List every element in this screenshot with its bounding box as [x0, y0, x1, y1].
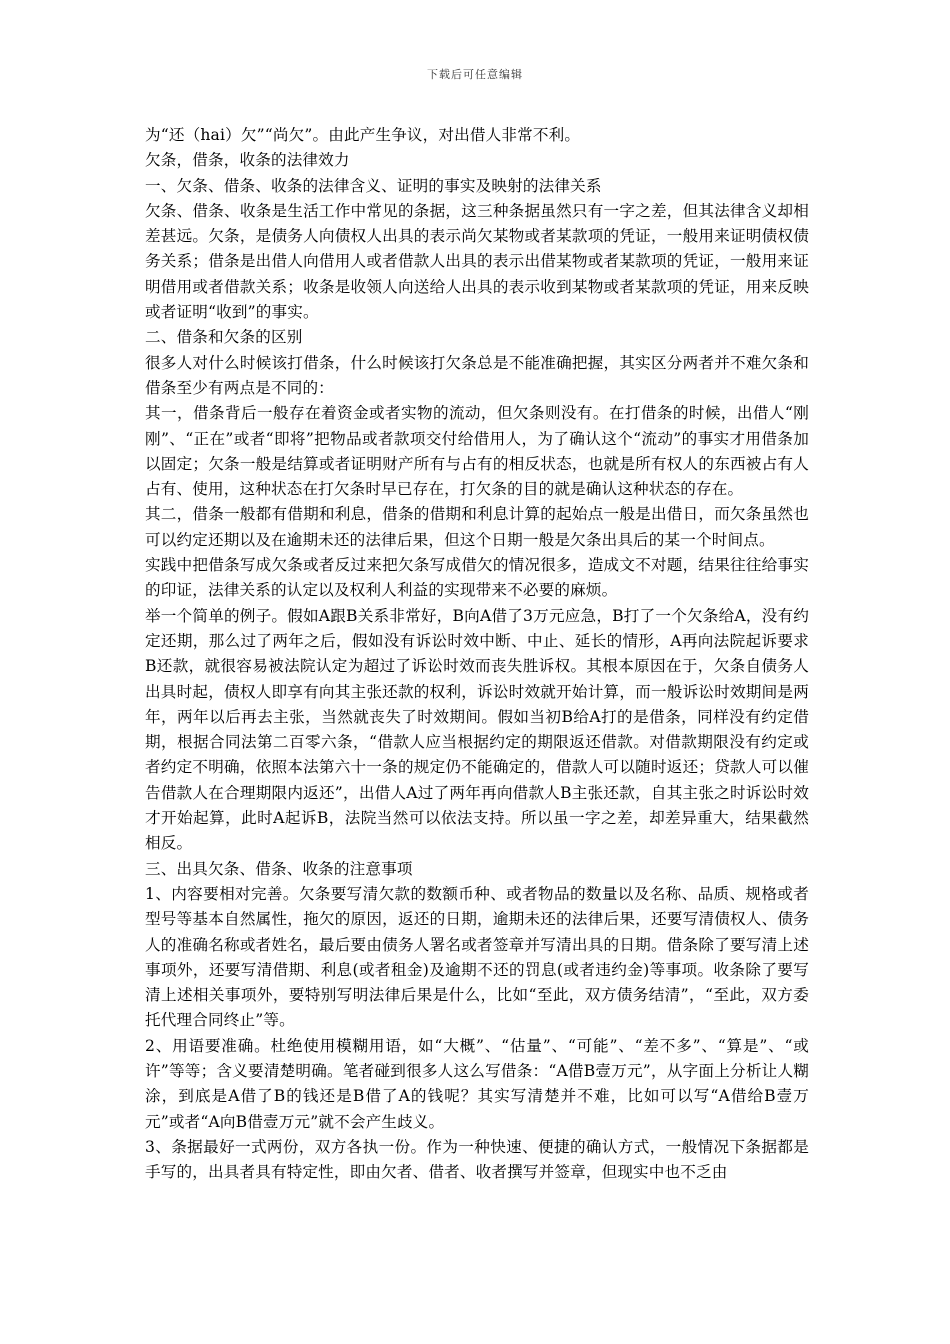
paragraph: 举一个简单的例子。假如A跟B关系非常好，B向A借了3万元应急，B打了一个欠条给A，没有约定还期，那么过了两年之后，假如没有诉讼时效中断、中止、延长的情形，A再向法院起诉要求B还款，就很容易被法院认定为超过了诉讼时效而丧失胜诉权。其根本原因在于，欠条自债务人出具时起，债权人即享有向其主张还款的权利，诉讼时效就开始计算，而一般诉讼时效期间是两年，两年以后再去主张，当然就丧失了时效期间。假如当初B给A打的是借条，同样没有约定借期，根据合同法第二百零六条，“借款人应当根据约定的期限返还借款。对借款期限没有约定或者约定不明确，依照本法第六十一条的规定仍不能确定的，借款人可以随时返还；贷款人可以催告借款人在合理期限内返还”，出借人A过了两年再向借款人B主张还款，自其主张之时诉讼时效才开始起算，此时A起诉B，法院当然可以依法支持。所以虽一字之差，却差异重大，结果截然相反。	[145, 606, 809, 853]
paragraph: 很多人对什么时候该打借条，什么时候该打欠条总是不能准确把握，其实区分两者并不难欠条和借条至少有两点是不同的：	[145, 353, 809, 397]
list-item: 1、内容要相对完善。欠条要写清欠款的数额币种、或者物品的数量以及名称、品质、规格或者型号等基本自然属性，拖欠的原因，返还的日期，逾期未还的法律后果，还要写清债权人、债务人的准确名称或者姓名，最后要由债务人署名或者签章并写清出具的日期。借条除了要写清上述事项外，还要写清借期、利息(或者租金)及逾期不还的罚息(或者违约金)等事项。收条除了要写清上述相关事项外，要特别写明法律后果是什么，比如“至此，双方债务结清”，“至此，双方委托代理合同终止”等。	[145, 884, 809, 1030]
list-item: 2、用语要准确。杜绝使用模糊用语，如“大概”、“估量”、“可能”、“差不多”、“算是”、“或许”等等；含义要清楚明确。笔者碰到很多人这么写借条：“A借B壹万元”，从字面上分析让人糊涂，到底是A借了B的钱还是B借了A的钱呢？其实写清楚并不难，比如可以写“A借给B壹万元”或者“A向B借壹万元”就不会产生歧义。	[145, 1036, 809, 1131]
paragraph: 为“还（hai）欠”“尚欠”。由此产生争议，对出借人非常不利。	[145, 126, 581, 144]
section-title: 欠条，借条，收条的法律效力	[145, 151, 350, 170]
paragraph: 实践中把借条写成欠条或者反过来把欠条写成借欠的情况很多，造成文不对题，结果往往给事实的印证，法律关系的认定以及权利人利益的实现带来不必要的麻烦。	[145, 556, 809, 600]
section-heading: 三、出具欠条、借条、收条的注意事项	[145, 859, 413, 878]
section-heading: 二、借条和欠条的区别	[145, 328, 303, 347]
document-body	[145, 123, 809, 1185]
section-heading: 一、欠条、借条、收条的法律含义、证明的事实及映射的法律关系	[145, 176, 602, 195]
list-item: 3、条据最好一式两份，双方各执一份。作为一种快速、便捷的确认方式，一般情况下条据都是手写的，出具者具有特定性，即由欠者、借者、收者撰写并签章，但现实中也不乏由	[145, 1137, 809, 1182]
paragraph: 其二，借条一般都有借期和利息，借条的借期和利息计算的起始点一般是出借日，而欠条虽然也可以约定还期以及在逾期未还的法律后果，但这个日期一般是欠条出具后的某一个时间点。	[145, 505, 809, 549]
paragraph: 欠条、借条、收条是生活工作中常见的条据，这三种条据虽然只有一字之差，但其法律含义却相差甚远。欠条，是债务人向债权人出具的表示尚欠某物或者某款项的凭证，一般用来证明债权债务关系；借条是出借人向借用人或者借款人出具的表示出借某物或者某款项的凭证，一般用来证明借用或者借款关系；收条是收领人向送给人出具的表示收到某物或者某款项的凭证，用来反映或者证明“收到”的事实。	[145, 201, 809, 322]
paragraph: 其一，借条背后一般存在着资金或者实物的流动，但欠条则没有。在打借条的时候，出借人“刚刚”、“正在”或者“即将”把物品或者款项交付给借用人，为了确认这个“流动”的事实才用借条加以固定；欠条一般是结算或者证明财产所有与占有的相反状态，也就是所有权人的东西被占有人占有、使用，这种状态在打欠条时早已存在，打欠条的目的就是确认这种状态的存在。	[145, 404, 809, 499]
page-header: 下载后可任意编辑	[427, 68, 523, 81]
